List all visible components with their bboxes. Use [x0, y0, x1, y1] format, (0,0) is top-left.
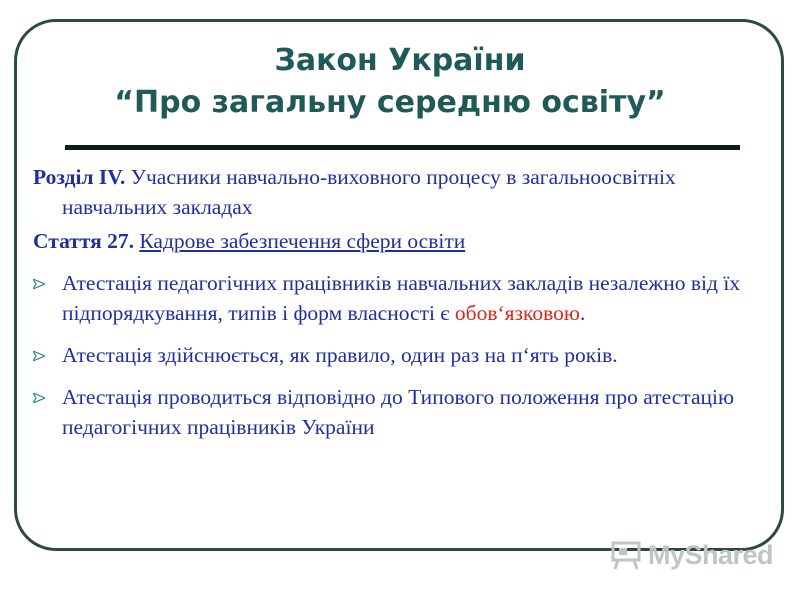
bullet-suffix: .	[579, 301, 586, 325]
title-line-1: Закон України	[274, 43, 526, 78]
slide-content	[33, 162, 763, 454]
section-label: Розділ IV.	[33, 165, 126, 189]
arrow-bullet-icon	[33, 393, 45, 403]
article-title: Кадрове забезпечення сфери освіти	[139, 229, 466, 253]
section-text: Учасники навчально-виховного процесу в загальноосвітніх навчальних закладах	[62, 165, 676, 219]
article-paragraph	[33, 226, 763, 256]
bullet-text: Атестація здійснюється, як правило, один раз на п‘ять років.	[62, 343, 618, 367]
bullet-item	[33, 340, 763, 370]
arrow-bullet-icon	[33, 351, 45, 361]
arrow-bullet-icon	[33, 279, 45, 289]
section-paragraph	[33, 162, 763, 222]
title-divider	[65, 145, 740, 150]
bullet-item	[33, 268, 763, 328]
bullet-text: Атестація проводиться відповідно до Типового положення про атестацію педагогічних працівників України	[62, 385, 735, 439]
title-line-2: “Про загальну середню освіту”	[114, 85, 666, 120]
watermark	[610, 538, 774, 572]
slide-title	[0, 40, 800, 124]
bullet-highlight: обов‘язковою	[454, 301, 580, 325]
article-label: Стаття 27.	[33, 229, 134, 253]
presentation-board-icon	[610, 540, 644, 570]
watermark-text: MyShared	[648, 540, 774, 570]
bullet-text: Атестація педагогічних працівників навчальних закладів незалежно від їх підпорядкування, типів і форм власності є	[62, 271, 741, 325]
bullet-item	[33, 382, 763, 442]
